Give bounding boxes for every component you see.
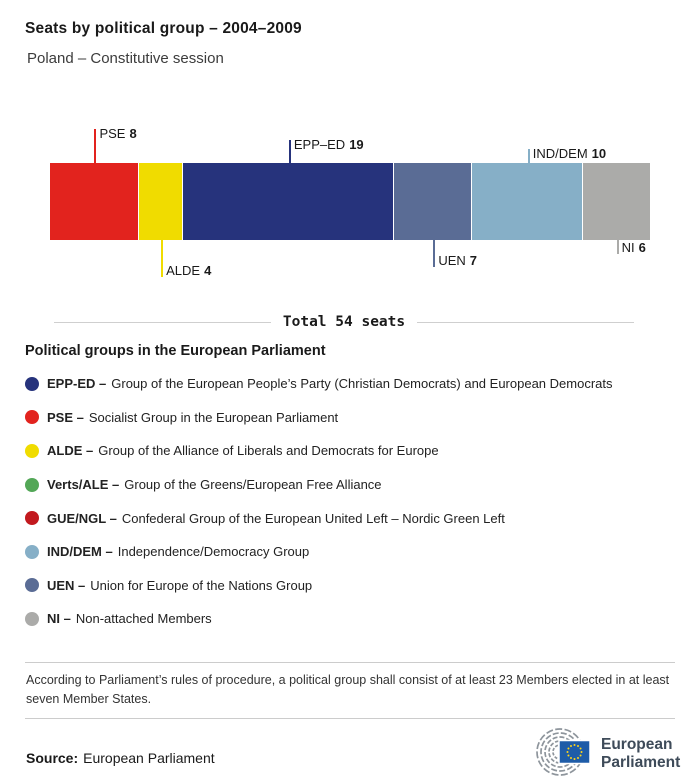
legend-item-ind-dem (25, 535, 685, 569)
legend-title: Political groups in the European Parliament (25, 343, 326, 359)
eu-flag-star (570, 757, 572, 759)
legend-abbr-uen: UEN – (47, 577, 86, 593)
legend-dot-alde (25, 444, 39, 458)
bar-label-epp-ed (294, 137, 364, 152)
bar-label-name-pse: PSE (99, 126, 126, 141)
legend-item-ni (25, 602, 685, 636)
leader-line-ni (617, 240, 619, 254)
eu-flag-star (581, 751, 583, 753)
legend-item-gue-ngl (25, 501, 685, 535)
eu-flag-star (574, 758, 576, 760)
legend-desc-epp-ed: Group of the European People’s Party (Christian Democrats) and European Democrats (111, 376, 613, 392)
eu-flag-star (580, 755, 582, 757)
legend-text-gue-ngl (47, 511, 505, 526)
legend-abbr-pse: PSE – (47, 409, 84, 425)
legend-item-alde (25, 434, 685, 468)
legend-abbr-alde: ALDE – (47, 443, 94, 459)
legend-desc-pse: Socialist Group in the European Parliament (88, 409, 339, 425)
bar-label-value-alde: 4 (204, 263, 212, 278)
legend-desc-verts-ale: Group of the Greens/European Free Alliance (124, 477, 382, 493)
logo-text-line2: Parliament (601, 754, 681, 771)
legend-desc-alde: Group of the Alliance of Liberals and Democrats for Europe (98, 443, 439, 459)
eu-flag-star (577, 757, 579, 759)
source-line (26, 750, 215, 766)
legend (25, 367, 685, 636)
legend-desc-ind-dem: Independence/Democracy Group (117, 544, 310, 560)
bar-label-pse (99, 126, 136, 141)
legend-dot-verts-ale (25, 478, 39, 492)
legend-desc-gue-ngl: Confederal Group of the European United Left – Nordic Green Left (121, 510, 505, 526)
total-seats-label: Total 54 seats (282, 314, 406, 330)
legend-item-verts-ale (25, 468, 685, 502)
page-subtitle: Poland – Constitutive session (27, 50, 224, 67)
legend-dot-uen (25, 578, 39, 592)
bar-label-ind-dem (533, 146, 606, 161)
eu-flag-star (567, 755, 569, 757)
legend-text-epp-ed (47, 376, 613, 391)
divider-line-left (54, 322, 271, 323)
bar-label-value-epp-ed: 19 (349, 137, 364, 152)
leader-line-uen (433, 240, 435, 267)
source-text: European Parliament (83, 750, 215, 766)
logo-text-line1: European (601, 736, 673, 753)
eu-flag-star (567, 751, 569, 753)
bar-label-value-ind-dem: 10 (591, 146, 607, 161)
eu-flag-star (577, 745, 579, 747)
bar-segment-pse (50, 163, 139, 240)
legend-abbr-gue-ngl: GUE/NGL – (47, 510, 117, 526)
bar-label-alde (166, 263, 211, 278)
bar-label-name-epp-ed: EPP–ED (293, 137, 346, 152)
eu-flag-star (567, 748, 569, 750)
bar-label-ni (622, 240, 646, 255)
bar-segment-epp-ed (183, 163, 394, 240)
total-divider (54, 314, 634, 330)
bar-label-name-alde: ALDE (166, 263, 201, 278)
legend-dot-pse (25, 410, 39, 424)
eu-flag-star (570, 745, 572, 747)
eu-flag (559, 741, 590, 764)
bar-segment-alde (139, 163, 183, 240)
legend-item-pse (25, 401, 685, 435)
legend-text-verts-ale (47, 477, 382, 492)
leader-line-epp-ed (289, 140, 291, 163)
legend-item-uen (25, 569, 685, 603)
footnote-text: According to Parliament’s rules of procedure, a political group shall consist of at least 23 Members elected in at least seven Member States. (26, 673, 670, 707)
legend-item-epp-ed (25, 367, 685, 401)
legend-text-uen (47, 578, 312, 593)
bar-label-value-pse: 8 (129, 126, 137, 141)
leader-line-ind-dem (528, 149, 530, 163)
bar-label-name-ni: NI (621, 240, 635, 255)
bar-label-value-uen: 7 (469, 253, 478, 268)
bar-label-uen (438, 253, 477, 268)
legend-dot-ind-dem (25, 545, 39, 559)
chart (0, 110, 700, 305)
bar-label-value-ni: 6 (638, 240, 646, 255)
legend-abbr-verts-ale: Verts/ALE – (47, 477, 120, 493)
legend-text-ind-dem (47, 544, 309, 559)
page-title: Seats by political group – 2004–2009 (25, 20, 302, 37)
legend-desc-uen: Union for Europe of the Nations Group (90, 577, 313, 593)
legend-dot-ni (25, 612, 39, 626)
bar-label-name-uen: UEN (438, 253, 466, 268)
footnote-rule-bottom (25, 718, 675, 719)
eu-flag-star (574, 744, 576, 746)
legend-abbr-ni: NI – (47, 611, 71, 627)
legend-text-ni (47, 611, 212, 626)
legend-abbr-ind-dem: IND/DEM – (47, 544, 113, 560)
bar-label-name-ind-dem: IND/DEM (532, 146, 588, 161)
legend-abbr-epp-ed: EPP-ED – (47, 376, 107, 392)
divider-line-right (417, 322, 634, 323)
legend-text-alde (47, 443, 439, 458)
bar-segment-ni (583, 163, 650, 240)
bar-segment-uen (394, 163, 472, 240)
european-parliament-logo (522, 725, 682, 781)
eu-flag-star (580, 748, 582, 750)
legend-dot-gue-ngl (25, 511, 39, 525)
legend-desc-ni: Non-attached Members (75, 611, 212, 627)
bar-segment-ind-dem (472, 163, 583, 240)
footnote-rule-top (25, 662, 675, 663)
legend-text-pse (47, 410, 338, 425)
source-label: Source: (26, 750, 79, 766)
leader-line-pse (94, 129, 96, 163)
leader-line-alde (161, 240, 163, 277)
legend-dot-epp-ed (25, 377, 39, 391)
